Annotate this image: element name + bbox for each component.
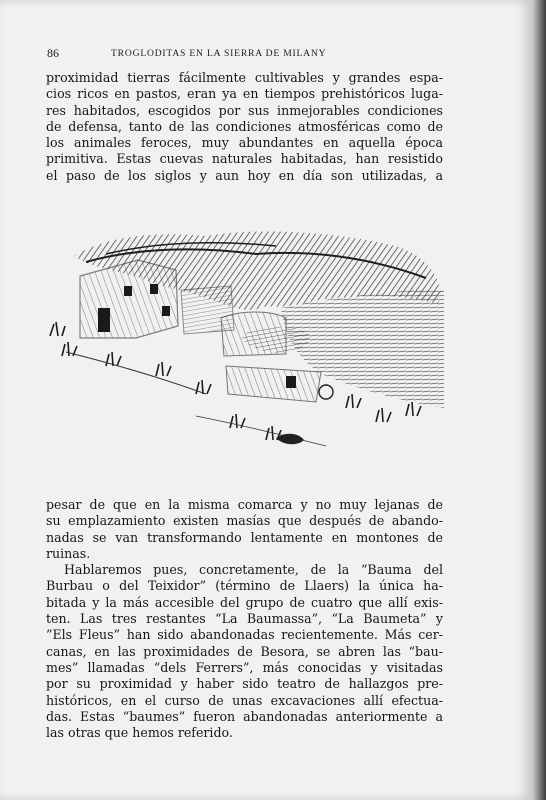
text-line: proximidad tierras fácilmente cultivables y grandes espa- bbox=[46, 70, 443, 85]
text-line: las otras que hemos referido. bbox=[46, 725, 233, 741]
text-line: Burbau o del Teixidor” (término de Llaers) la única ha- bbox=[46, 578, 443, 594]
text-line: ”Els Fleus” han sido abandonadas recientemente. Más cer- bbox=[46, 627, 443, 643]
text-line: los animales feroces, muy abundantes en aquella época bbox=[46, 135, 443, 151]
paragraph-bottom bbox=[46, 497, 443, 741]
text-line: canas, en las proximidades de Besora, se abren las “bau- bbox=[46, 643, 443, 659]
text-line: su emplazamiento existen masías que después de abando- bbox=[46, 513, 443, 529]
page-number: 86 bbox=[47, 46, 59, 60]
text-line: por su proximidad y haber sido teatro de hallazgos pre- bbox=[46, 676, 443, 692]
page-edge-shadow bbox=[532, 0, 546, 800]
text-line: primitiva. Estas cuevas naturales habitadas, han resistido bbox=[46, 151, 443, 167]
text-line: Hablaremos pues, concretamente, de la “Bauma del bbox=[64, 562, 443, 578]
text-line: das. Estas “baumes” fueron abandonadas anteriormente a bbox=[46, 708, 443, 724]
text-line: res habitados, escogidos por sus inmejorables condiciones bbox=[46, 102, 443, 118]
running-title: TROGLODITAS EN LA SIERRA DE MILANY bbox=[111, 48, 327, 59]
text-line: de defensa, tanto de las condiciones atmosféricas como de bbox=[46, 118, 443, 134]
text-line: ten. Las tres restantes “La Baumassa”, “La Baumeta” y bbox=[46, 611, 443, 627]
paragraph-top bbox=[46, 70, 443, 184]
text-line: ruinas. bbox=[46, 545, 91, 561]
text-line: nadas se van transformando lentamente en montones de bbox=[46, 529, 443, 545]
text-line: el paso de los siglos y aun hoy en día son utilizadas, a bbox=[46, 167, 443, 183]
text-line: históricos, en el curso de unas excavaciones allí efectua- bbox=[46, 692, 443, 708]
text-line: pesar de que en la misma comarca y no muy lejanas de bbox=[46, 497, 443, 512]
cave-dwelling-illustration bbox=[46, 226, 446, 488]
text-line: mes” llamadas “dels Ferrers”, más conocidas y visitadas bbox=[46, 659, 443, 675]
text-line: bitada y la más accesible del grupo de cuatro que allí exis- bbox=[46, 594, 443, 610]
text-line: cios ricos en pastos, eran ya en tiempos prehistóricos luga- bbox=[46, 86, 443, 102]
